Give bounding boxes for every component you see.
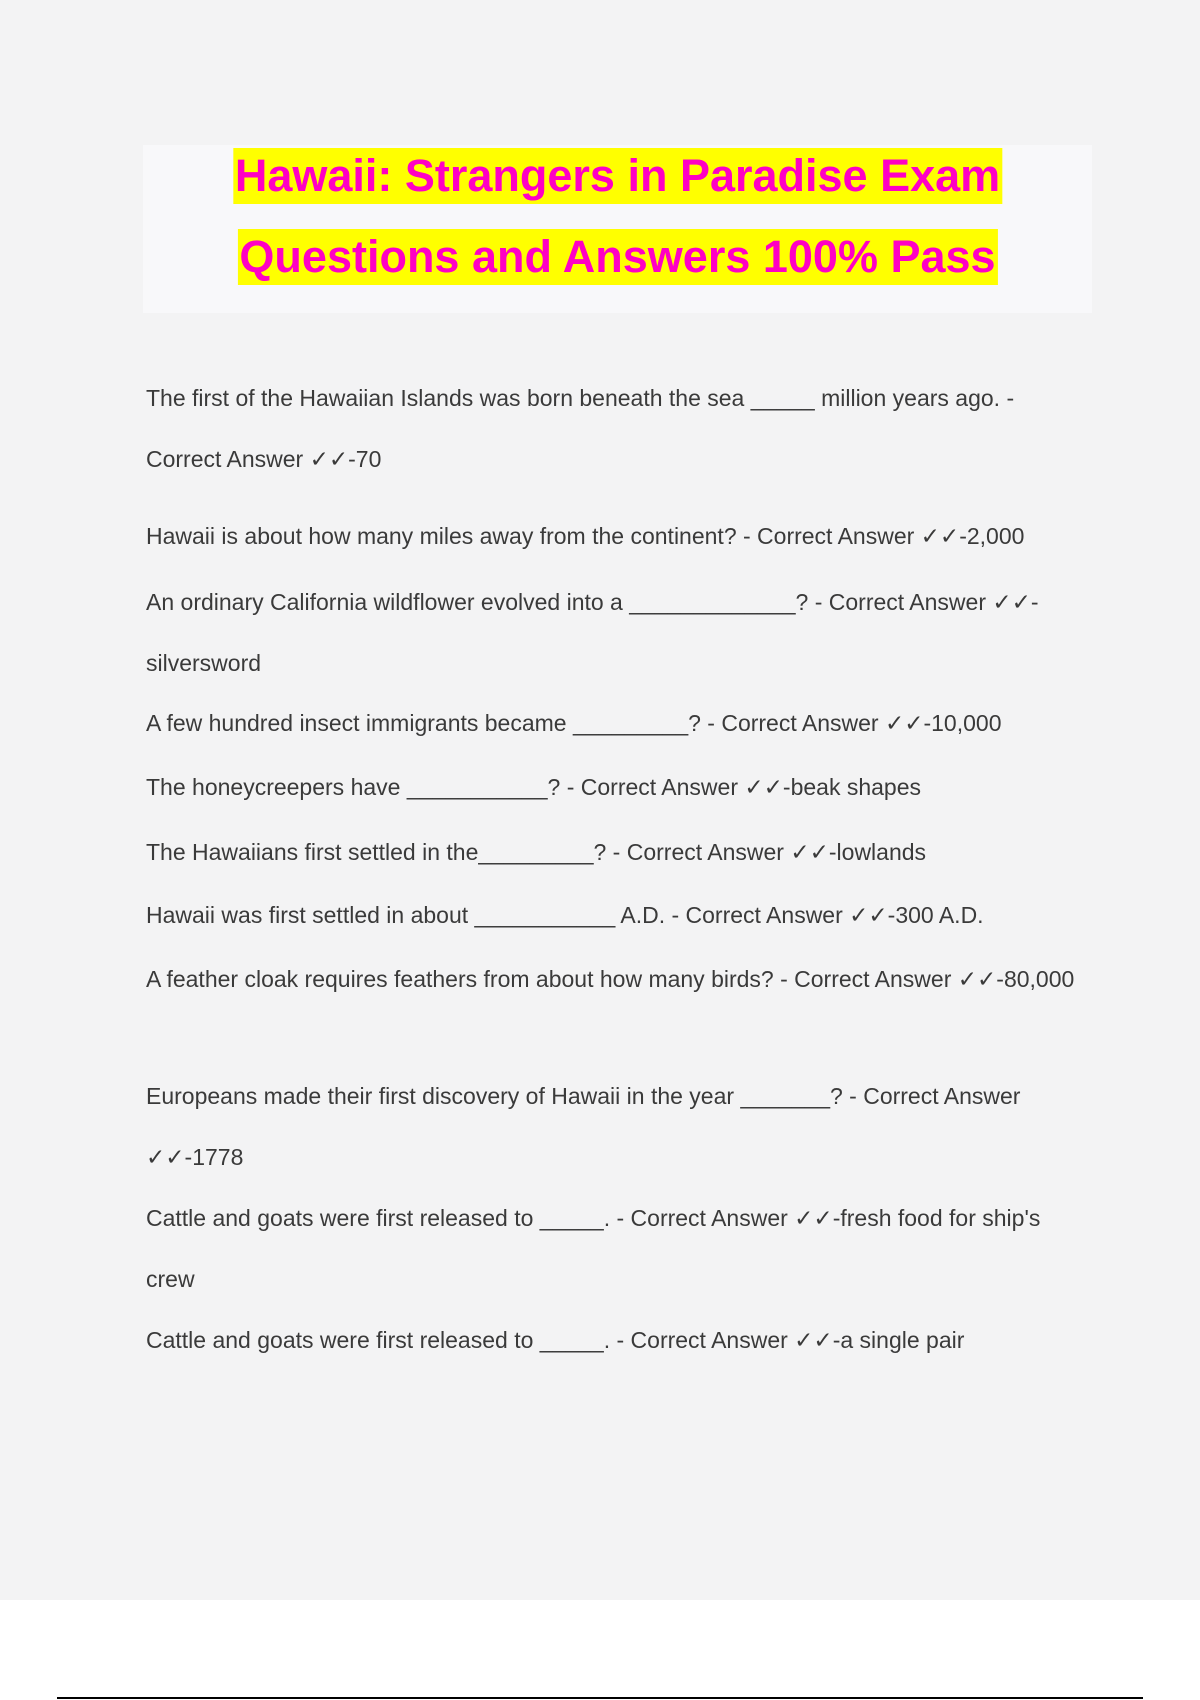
- title-box: [143, 145, 1092, 313]
- qa-item-10: Cattle and goats were first released to _____. - Correct Answer ✓✓-fresh food for ship's crew: [146, 1205, 1041, 1292]
- footer-rule: [57, 1697, 1143, 1699]
- qa-item-8: A feather cloak requires feathers from about how many birds? - Correct Answer ✓✓-80,000: [146, 966, 1075, 992]
- qa-item-2: Hawaii is about how many miles away from the continent? - Correct Answer ✓✓-2,000: [146, 523, 1025, 549]
- qa-item-7: Hawaii was first settled in about ___________ A.D. - Correct Answer ✓✓-300 A.D.: [146, 902, 984, 928]
- qa-item-9: Europeans made their first discovery of Hawaii in the year _______? - Correct Answer ✓✓-1778: [146, 1083, 1021, 1170]
- qa-item-3: An ordinary California wildflower evolved into a _____________? - Correct Answer ✓✓-silversword: [146, 589, 1039, 676]
- title-line-2: Questions and Answers 100% Pass: [237, 229, 997, 285]
- title-line-1: Hawaii: Strangers in Paradise Exam: [233, 148, 1002, 204]
- qa-item-5: The honeycreepers have ___________? - Correct Answer ✓✓-beak shapes: [146, 774, 922, 800]
- qa-item-6: The Hawaiians first settled in the_________? - Correct Answer ✓✓-lowlands: [146, 839, 927, 865]
- qa-item-11: Cattle and goats were first released to _____. - Correct Answer ✓✓-a single pair: [146, 1327, 965, 1353]
- qa-item-1: The first of the Hawaiian Islands was born beneath the sea _____ million years ago. - Correct Answer ✓✓-70: [146, 385, 1015, 472]
- qa-item-4: A few hundred insect immigrants became _________? - Correct Answer ✓✓-10,000: [146, 710, 1002, 736]
